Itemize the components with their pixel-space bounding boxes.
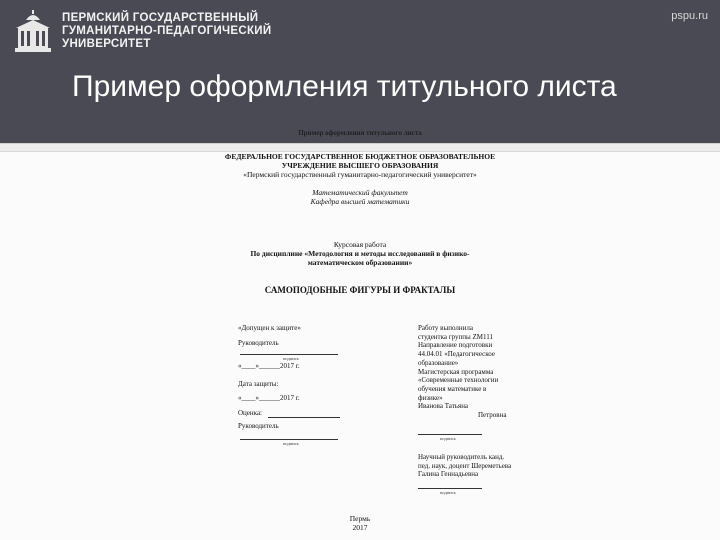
site-url[interactable]: pspu.ru (671, 10, 708, 22)
advisor-line: Научный руководитель канд. (418, 453, 505, 461)
supervisor-label: Руководитель (238, 339, 279, 347)
signature-line (240, 439, 338, 440)
admit-date: «____»______2017 г. (238, 362, 300, 370)
student-info-line: Магистерская программа (418, 367, 494, 376)
university-building-logo-icon (12, 10, 54, 54)
student-info-line: Работу выполнила (418, 324, 473, 332)
signature-line (418, 488, 482, 489)
student-info (418, 324, 528, 420)
year: 2017 (352, 523, 368, 532)
supervisor-label: Руководитель (238, 422, 279, 430)
slide-header (0, 0, 720, 143)
signature-line (240, 354, 338, 355)
student-info-line: образование» (418, 358, 459, 367)
defense-date-label: Дата защиты: (238, 380, 279, 388)
university-line: ГУМАНИТАРНО-ПЕДАГОГИЧЕСКИЙ (62, 25, 272, 37)
student-name: Иванова Татьяна (418, 402, 469, 411)
signature-line (418, 434, 482, 435)
document-heading: Пример оформления титульного листа (298, 129, 422, 137)
ministry-line: УЧРЕЖДЕНИЕ ВЫСШЕГО ОБРАЗОВАНИЯ (281, 161, 439, 170)
faculty-name: Математический факультет (312, 188, 408, 197)
defense-date: «____»______2017 г. (238, 394, 300, 402)
student-info-line: Направление подготовки (418, 341, 493, 350)
ministry-line: ФЕДЕРАЛЬНОЕ ГОСУДАРСТВЕННОЕ БЮДЖЕТНОЕ ОБРАЗОВАТЕЛЬНОЕ (224, 152, 496, 161)
discipline-line: математическом образовании» (307, 258, 413, 267)
divider-band (0, 143, 720, 152)
admit-label: «Допущен к защите» (238, 324, 301, 332)
city: Пермь (349, 514, 371, 523)
department-name: Кафедра высшей математики (310, 197, 410, 206)
university-name (62, 12, 271, 51)
grade-line (268, 417, 340, 418)
work-type: Курсовая работа (333, 240, 387, 249)
student-patronymic: Петровна (478, 411, 507, 420)
student-info-line: «Современные технологии (418, 376, 499, 385)
advisor-info (418, 453, 528, 479)
student-info-line: физике» (418, 393, 443, 402)
advisor-line: пед. наук, доцент Шереметьева (418, 461, 512, 470)
discipline-line: По дисциплине «Методология и методы исследований в физико- (250, 249, 470, 258)
work-topic: САМОПОДОБНЫЕ ФИГУРЫ И ФРАКТАЛЫ (264, 285, 456, 295)
student-info-line: студентка группы ZM111 (418, 332, 493, 341)
signature-caption: подпись (440, 436, 456, 441)
signature-caption: подпись (283, 356, 299, 361)
student-info-line: обучения математике в (418, 384, 487, 393)
university-full-name: «Пермский государственный гуманитарно-педагогический университет» (243, 170, 477, 179)
signature-caption: подпись (440, 490, 456, 495)
signature-caption: подпись (283, 441, 299, 446)
advisor-line: Галина Геннадьевна (418, 470, 479, 479)
title-page-sample (0, 152, 720, 540)
university-line: УНИВЕРСИТЕТ (62, 38, 151, 50)
grade-label: Оценка: (238, 409, 263, 417)
slide-title: Пример оформления титульного листа (72, 70, 617, 103)
student-info-line: 44.04.01 «Педагогическое (418, 350, 495, 359)
university-line: ПЕРМСКИЙ ГОСУДАРСТВЕННЫЙ (62, 12, 259, 24)
